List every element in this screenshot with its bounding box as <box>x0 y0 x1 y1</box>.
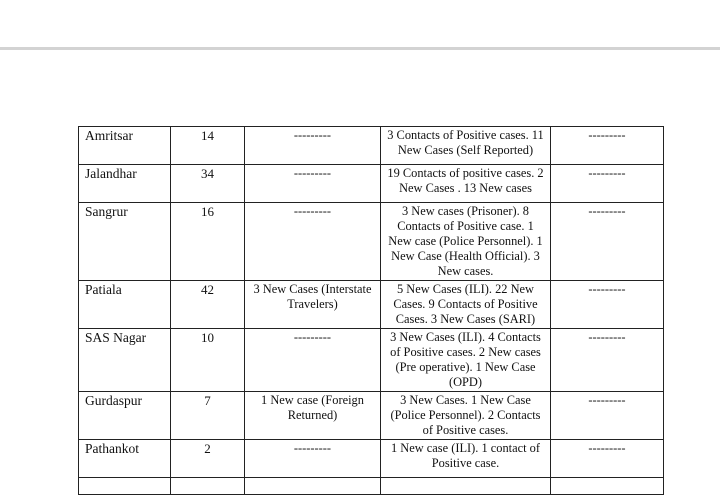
district-cell: Pathankot <box>79 440 171 478</box>
other-cell: --------- <box>551 165 664 203</box>
count-cell: 7 <box>171 392 245 440</box>
other-cell: --------- <box>551 127 664 165</box>
count-cell: 10 <box>171 329 245 392</box>
details-cell <box>381 478 551 495</box>
details-cell: 3 New Cases (ILI). 4 Contacts of Positive cases. 2 New cases (Pre operative). 1 New Case (OPD) <box>381 329 551 392</box>
details-cell: 5 New Cases (ILI). 22 New Cases. 9 Contacts of Positive Cases. 3 New Cases (SARI) <box>381 281 551 329</box>
table-row <box>79 127 664 165</box>
document-table-wrapper <box>78 126 663 495</box>
interstate-cell: --------- <box>245 127 381 165</box>
table-row <box>79 329 664 392</box>
other-cell <box>551 478 664 495</box>
table-row <box>79 165 664 203</box>
interstate-cell: --------- <box>245 165 381 203</box>
top-toolbar-area <box>0 0 720 50</box>
table-row <box>79 203 664 281</box>
table-row <box>79 281 664 329</box>
other-cell: --------- <box>551 392 664 440</box>
details-cell: 3 New cases (Prisoner). 8 Contacts of Positive case. 1 New case (Police Personnel). 1 New Case (Health Official). 3 New cases. <box>381 203 551 281</box>
other-cell: --------- <box>551 203 664 281</box>
interstate-cell: --------- <box>245 203 381 281</box>
interstate-cell: 1 New case (Foreign Returned) <box>245 392 381 440</box>
interstate-cell: 3 New Cases (Interstate Travelers) <box>245 281 381 329</box>
count-cell: 34 <box>171 165 245 203</box>
other-cell: --------- <box>551 440 664 478</box>
other-cell: --------- <box>551 329 664 392</box>
count-cell: 42 <box>171 281 245 329</box>
district-cell: Amritsar <box>79 127 171 165</box>
district-cell: SAS Nagar <box>79 329 171 392</box>
district-cell: Gurdaspur <box>79 392 171 440</box>
district-cell: Sangrur <box>79 203 171 281</box>
interstate-cell: --------- <box>245 440 381 478</box>
count-cell <box>171 478 245 495</box>
table-row <box>79 440 664 478</box>
details-cell: 19 Contacts of positive cases. 2 New Cases . 13 New cases <box>381 165 551 203</box>
table-row <box>79 392 664 440</box>
district-cell: Jalandhar <box>79 165 171 203</box>
details-cell: 3 New Cases. 1 New Case (Police Personnel). 2 Contacts of Positive cases. <box>381 392 551 440</box>
details-cell: 3 Contacts of Positive cases. 11 New Cases (Self Reported) <box>381 127 551 165</box>
other-cell: --------- <box>551 281 664 329</box>
count-cell: 14 <box>171 127 245 165</box>
details-cell: 1 New case (ILI). 1 contact of Positive case. <box>381 440 551 478</box>
district-cell: Patiala <box>79 281 171 329</box>
district-cases-table <box>78 126 664 495</box>
count-cell: 2 <box>171 440 245 478</box>
district-cell <box>79 478 171 495</box>
interstate-cell: --------- <box>245 329 381 392</box>
count-cell: 16 <box>171 203 245 281</box>
interstate-cell <box>245 478 381 495</box>
table-row-cut-off <box>79 478 664 495</box>
